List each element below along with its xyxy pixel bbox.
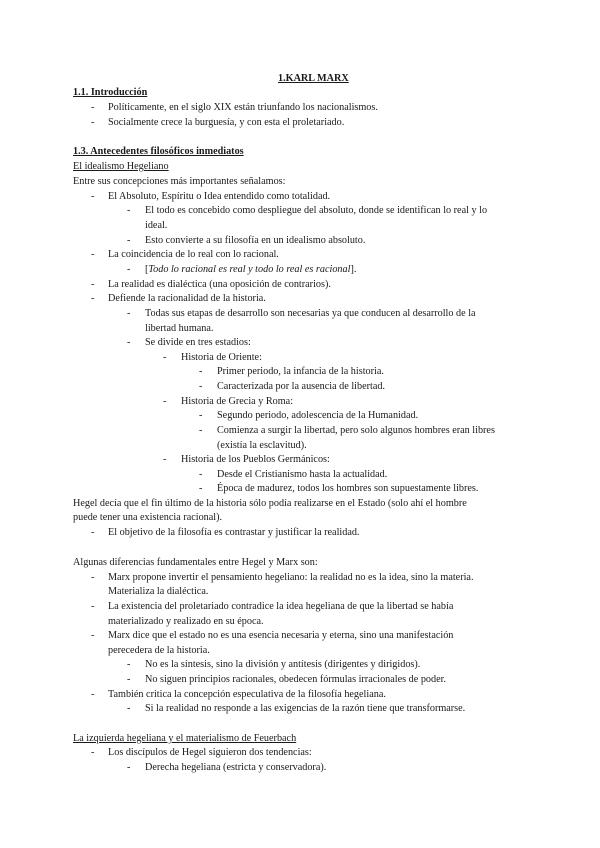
bullet-dash: - [91,527,95,538]
list-item: También critica la concepción especulativa de la filosofía hegeliana. [108,689,386,700]
bullet-dash: - [91,572,95,583]
bullet-dash: - [127,659,131,670]
list-item: Políticamente, en el siglo XIX están triunfando los nacionalismos. [108,102,378,113]
section-heading-introduccion: 1.1. Introducción [73,87,148,98]
bullet-dash: - [127,264,131,275]
list-item-continuation: perecedera de la historia. [108,645,210,656]
list-item: El Absoluto, Espíritu o Idea entendido como totalidad. [108,191,331,202]
list-item-continuation: ideal. [145,220,168,231]
list-item: No siguen principios racionales, obedecen fórmulas irracionales de poder. [145,674,446,685]
bullet-dash: - [127,337,131,348]
bullet-dash: - [199,469,203,480]
bullet-dash: - [199,483,203,494]
paragraph: puede tener una existencia racional). [73,512,223,523]
list-item: Desde el Cristianismo hasta la actualidad. [217,469,388,480]
list-item: Se divide en tres estadios: [145,337,251,348]
bullet-dash: - [127,674,131,685]
bullet-dash: - [91,689,95,700]
list-item-continuation: (existía la esclavitud). [217,440,307,451]
list-item-continuation: libertad humana. [145,323,214,334]
list-item: No es la síntesis, sino la división y antítesis (dirigentes y dirigidos). [145,659,421,670]
bullet-dash: - [199,381,203,392]
bullet-dash: - [127,235,131,246]
list-item: Caracterizada por la ausencia de libertad. [217,381,385,392]
subheading-idealismo: El idealismo Hegeliano [73,161,169,172]
list-item: Primer periodo, la infancia de la historia. [217,366,384,377]
quote-bracket-close: ]. [350,264,357,275]
bullet-dash: - [199,425,203,436]
list-item: La realidad es dialéctica (una oposición de contrarios). [108,279,331,290]
paragraph: Entre sus concepciones más importantes señalamos: [73,176,286,187]
bullet-dash: - [91,102,95,113]
list-item-continuation: Materializa la dialéctica. [108,586,209,597]
bullet-dash: - [127,703,131,714]
list-item: Época de madurez, todos los hombres son supuestamente libres. [217,483,479,494]
list-item: Historia de Oriente: [181,352,262,363]
bullet-dash: - [199,410,203,421]
list-item: El todo es concebido como despliegue del absoluto, donde se identifican lo real y lo [145,205,488,216]
bullet-dash: - [91,630,95,641]
bullet-dash: - [163,396,167,407]
paragraph: Algunas diferencias fundamentales entre Hegel y Marx son: [73,557,318,568]
bullet-dash: - [127,205,131,216]
list-item: Comienza a surgir la libertad, pero solo algunos hombres eran libres [217,425,495,436]
bullet-dash: - [199,366,203,377]
quote-line [145,263,356,278]
bullet-dash: - [91,249,95,260]
list-item: Historia de Grecia y Roma: [181,396,294,407]
list-item: La existencia del proletariado contradice la idea hegeliana de que la libertad se había [108,601,454,612]
list-item: Si la realidad no responde a las exigencias de la razón tiene que transformarse. [145,703,466,714]
document-title: 1.KARL MARX [278,73,349,84]
list-item: Los discípulos de Hegel siguieron dos tendencias: [108,747,312,758]
bullet-dash: - [91,293,95,304]
quote-bracket-open: [ [145,264,149,275]
list-item: Derecha hegeliana (estricta y conservadora). [145,762,327,773]
list-item: La coincidencia de lo real con lo racional. [108,249,279,260]
list-item-continuation: materializado y realizado en su época. [108,616,264,627]
list-item: El objetivo de la filosofía es contrastar y justificar la realidad. [108,527,360,538]
section-heading-antecedentes: 1.3. Antecedentes filosóficos inmediatos [73,146,244,157]
list-item: Esto convierte a su filosofía en un idealismo absoluto. [145,235,366,246]
list-item: Segundo periodo, adolescencia de la Humanidad. [217,410,419,421]
bullet-dash: - [127,308,131,319]
paragraph: Hegel decía que el fin último de la historia sólo podía realizarse en el Estado (solo ahí el hombre [73,498,467,509]
bullet-dash: - [91,117,95,128]
list-item: Defiende la racionalidad de la historia. [108,293,266,304]
bullet-dash: - [163,454,167,465]
list-item: Marx dice que el estado no es una esencia necesaria y eterna, sino una manifestación [108,630,454,641]
subheading-izquierda-hegeliana: La izquierda hegeliana y el materialismo de Feuerbach [73,733,297,744]
bullet-dash: - [91,279,95,290]
bullet-dash: - [127,762,131,773]
list-item: Historia de los Pueblos Germánicos: [181,454,330,465]
bullet-dash: - [91,601,95,612]
list-item: Socialmente crece la burguesía, y con esta el proletariado. [108,117,345,128]
list-item: Marx propone invertir el pensamiento hegeliano: la realidad no es la idea, sino la materia. [108,572,474,583]
bullet-dash: - [163,352,167,363]
list-item: Todas sus etapas de desarrollo son necesarias ya que conducen al desarrollo de la [145,308,476,319]
bullet-dash: - [91,747,95,758]
quote-text: Todo lo racional es real y todo lo real es racional [148,264,351,275]
bullet-dash: - [91,191,95,202]
